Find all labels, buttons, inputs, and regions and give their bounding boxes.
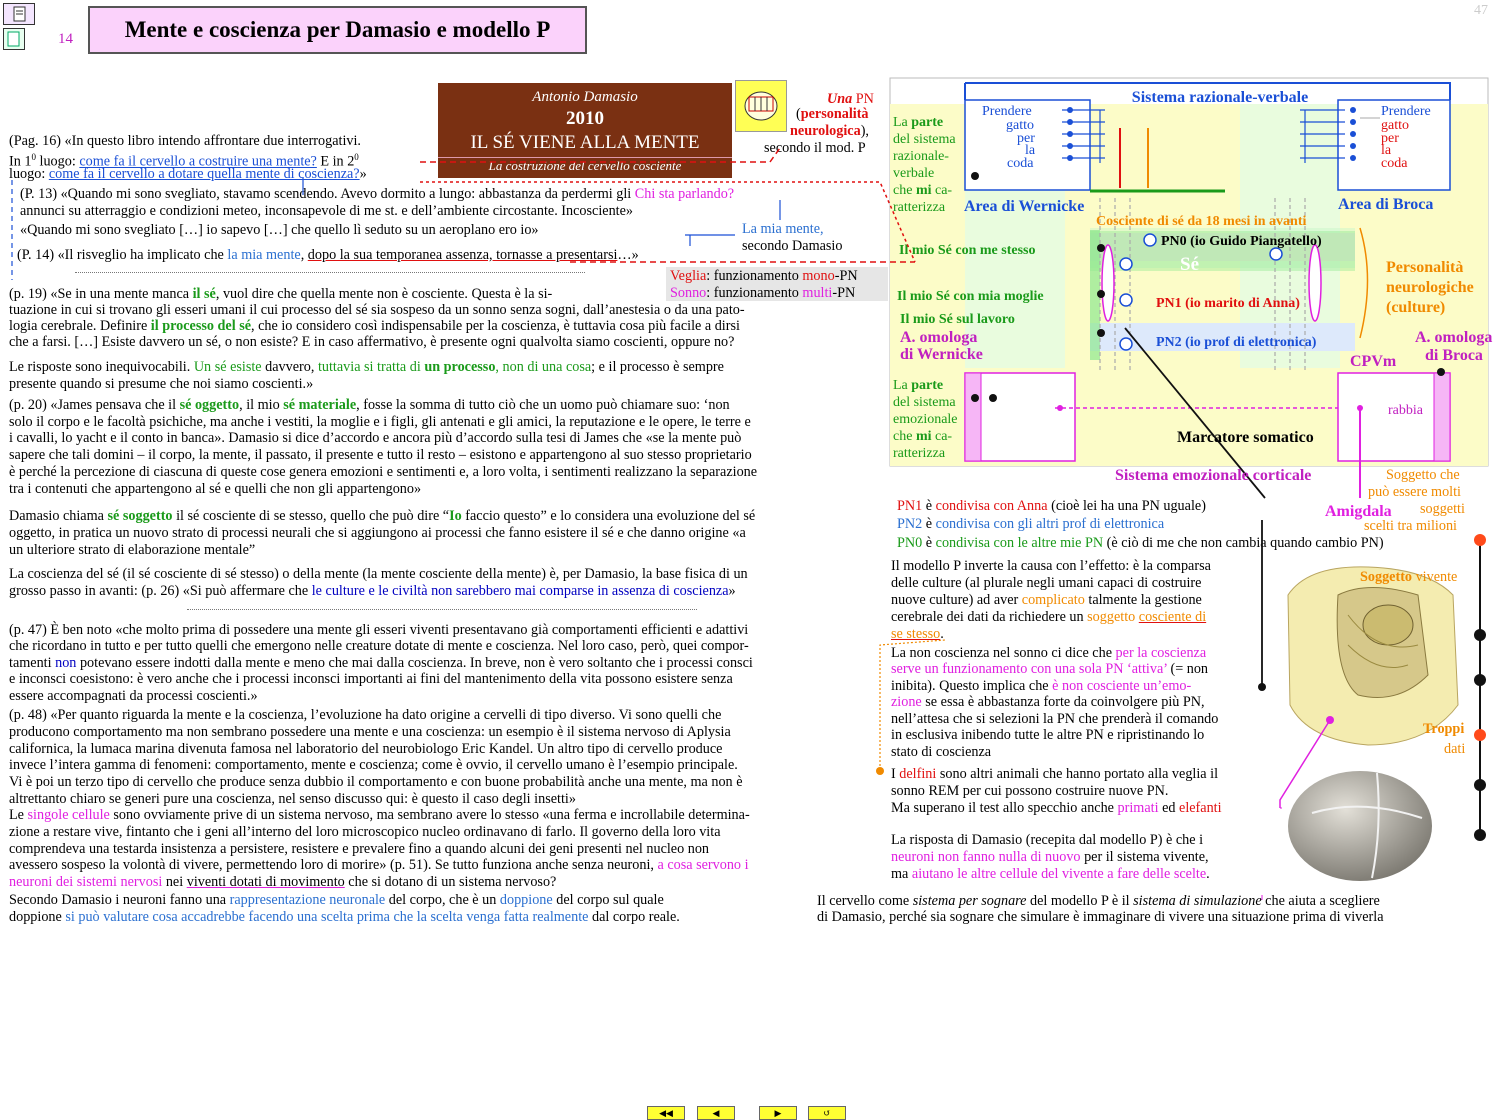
- text-cellule: Le singole cellule sono ovviamente prive di un sistema nervoso, ma sembrano avere lo stesso «una ferma e incrollabile determina-: [9, 807, 750, 823]
- text-delfini: I delfini sono altri animali che hanno portato alla veglia il: [891, 766, 1219, 782]
- soggetto-molti-1: Soggetto che: [1386, 467, 1460, 483]
- book-cover: [438, 83, 732, 178]
- separator: [187, 609, 697, 610]
- soggetto-molti-3: soggetti: [1420, 501, 1465, 517]
- svg-text:Il mio Sé con me stesso: Il mio Sé con me stesso: [899, 243, 1036, 258]
- svg-text:Prendere: Prendere: [1381, 104, 1431, 119]
- text-p47: (p. 47) È ben noto «che molto prima di possedere una mente gli esseri viventi presentavano già comportamenti efficienti e adattivi: [9, 622, 749, 638]
- text-delfini-2: sonno REM per cui possono costruire nuove PN.: [891, 783, 1169, 799]
- dati-label: dati: [1444, 741, 1466, 757]
- svg-text:coda: coda: [1007, 156, 1034, 171]
- svg-text:A. omologa: A. omologa: [900, 329, 978, 346]
- svg-text:PN2 (io prof di elettronica): PN2 (io prof di elettronica): [1156, 335, 1317, 350]
- pn2-note: PN2 è condivisa con gli altri prof di elettronica: [897, 516, 1165, 532]
- svg-text:CPVm: CPVm: [1350, 353, 1397, 370]
- text-p20-2: solo il corpo e le facoltà psichiche, ma anche i vestiti, la moglie e i figli, gli antenati e gli amici, la reputazione e le opere, le terre e: [9, 414, 751, 430]
- text-p48-3: californica, la lumaca marina divenuta famosa nel laboratorio del neurobiologo Eric Kandel. Un altro tipo di cervello produce: [9, 741, 723, 757]
- svg-text:Il mio Sé con mia moglie: Il mio Sé con mia moglie: [897, 289, 1044, 304]
- svg-text:Prendere: Prendere: [982, 104, 1032, 119]
- text-p48: (p. 48) «Per quanto riguarda la mente e la coscienza, l’evoluzione ha dato origine a cervelli di tipo diverso. Vi sono quelli che: [9, 707, 722, 723]
- svg-text:ratterizza: ratterizza: [893, 446, 946, 461]
- book-subtitle: La costruzione del cervello cosciente: [438, 157, 732, 174]
- text-p48-6: altrettanto chiaro se generi pure una coscienza, nel senso discusso qui: è questo il caso degli insetti»: [9, 791, 576, 807]
- text-cervello-sognare-2: di Damasio, perché sia sognare che simulare è immaginare di vivere una situazione prima di viverla: [817, 909, 1384, 925]
- text-pag16: (Pag. 16) «In questo libro intendo affrontare due interrogativi.: [9, 133, 361, 149]
- svg-text:per: per: [1381, 131, 1399, 146]
- sonno-note: Sonno: funzionamento multi-PN: [670, 285, 856, 301]
- una-pn-note: Una PN: [827, 91, 874, 107]
- text-p48-4: invece l’intera gamma di fenomeni: comportamento, mente e coscienza; come è ovvio, il cervello umano è l’esempio principale.: [9, 757, 738, 773]
- page-title: Mente e coscienza per Damasio e modello P: [88, 6, 587, 54]
- timeline: [1468, 525, 1498, 855]
- svg-text:verbale: verbale: [893, 166, 935, 181]
- text-p19: (p. 19) «Se in una mente manca il sé, vuol dire che quella mente non è cosciente. Questa è la si-: [9, 286, 553, 302]
- text-p13: (P. 13) «Quando mi sono svegliato, stavamo scendendo. Avevo dormito a lungo: abbastanza da perdermi gli Chi sta parlando?: [20, 186, 735, 202]
- area-broca-label: Area di Broca: [1338, 196, 1434, 213]
- svg-text:(culture): (culture): [1386, 299, 1446, 316]
- soggetto-molti-2: può essere molti: [1368, 484, 1461, 500]
- text-cervello-sognare: Il cervello come sistema per sognare del modello P è il sistema di simulazione che aiuta a scegliere: [817, 893, 1380, 909]
- mia-mente-note-2: secondo Damasio: [742, 238, 843, 254]
- text-coscienza: La coscienza del sé (il sé cosciente di sé stesso) o della mente (la mente cosciente della mente) è, per Damasio, la base fisica di un: [9, 566, 748, 582]
- svg-text:ratterizza: ratterizza: [893, 200, 946, 215]
- text-p19-4: che a farsi. […] Esiste davvero un sé, o non esiste? E in caso affermativo, è presente ogni qualvolta siamo coscienti, oppure no?: [9, 334, 735, 350]
- text-non-coscienza-6: in esclusiva inibendo tutte le altre PN e ripristinando lo: [891, 727, 1205, 743]
- svg-text:Il mio Sé sul lavoro: Il mio Sé sul lavoro: [900, 312, 1015, 327]
- text-p19-3: logia cerebrale. Definire il processo del sé, che io considero così indispensabile per la coscienza, è tuttavia cosa più facile a dirsi: [9, 318, 740, 334]
- text-p20: (p. 20) «James pensava che il sé oggetto, il mio sé materiale, fosse la somma di tutto ciò che un uomo può chiamare suo: ‘non: [9, 397, 730, 413]
- text-cellule-2: zione a restare vive, fintanto che i geni all’interno del loro microscopico nucleo ordinavano di farlo. Il governo della loro vita: [9, 824, 721, 840]
- text-p48-5: Vi è poi un terzo tipo di cervello che produce senza dubbio il comportamento e con buone probabilità anche una mente, ma non è: [9, 774, 743, 790]
- text-doppione: Secondo Damasio i neuroni fanno una rappresentazione neuronale del corpo, che è un doppione del corpo sul quale: [9, 892, 664, 908]
- pn1-note: PN1 è condivisa con Anna (cioè lei ha una PN uguale): [897, 498, 1206, 514]
- slide-number: 47: [1474, 3, 1488, 18]
- svg-text:Sé: Sé: [1180, 254, 1199, 275]
- nav-return-button[interactable]: ↺: [808, 1106, 846, 1120]
- text-modello-p-3: nuove culture) ad aver complicato talmente la gestione: [891, 592, 1202, 608]
- separator: [75, 272, 585, 273]
- svg-text:che mi ca-: che mi ca-: [893, 183, 953, 198]
- svg-text:gatto: gatto: [1381, 118, 1409, 133]
- text-p19-2: tuazione in cui si trovano gli esseri umani il cui processo del sé sia sospeso da un sonno senza sogni, dall’anestesia o da una pato-: [9, 302, 745, 318]
- svg-text:razionale-: razionale-: [893, 149, 949, 164]
- svg-text:Personalità: Personalità: [1386, 259, 1464, 276]
- sistema-emozionale-label: Sistema emozionale corticale: [1115, 467, 1312, 484]
- text-cellule-4: avessero sospeso la volontà di vivere, permettendo loro di morire» (p. 51). Se tutto funziona anche senza neuroni, a cosa servono i: [9, 857, 749, 873]
- brain-model-icon: [735, 80, 787, 132]
- text-delfini-3: Ma superano il test allo specchio anche primati ed elefanti: [891, 800, 1222, 816]
- svg-text:del sistema: del sistema: [893, 132, 956, 147]
- svg-text:PN0 (io Guido Piangatello): PN0 (io Guido Piangatello): [1161, 234, 1322, 249]
- svg-text:PN1 (io marito di Anna): PN1 (io marito di Anna): [1156, 296, 1300, 311]
- svg-text:Marcatore somatico: Marcatore somatico: [1177, 429, 1314, 446]
- text-non-coscienza-3: inibita). Questo implica che è non cosciente un’emo-: [891, 678, 1192, 694]
- veglia-note: Veglia: funzionamento mono-PN: [670, 268, 858, 284]
- text-soggetto-2: oggetto, in pratica un nuovo strato di processi neurali che si aggiungono ai processi che fanno esistere il sé e che danno origine «a: [9, 525, 746, 541]
- text-p47-4: e inconsci coesistono: è vero anche che i processi inconsci importanti ai fini del mantenimento della vita possono esistere senza: [9, 671, 733, 687]
- svg-text:emozionale: emozionale: [893, 412, 958, 427]
- soggetto-molti-4: scelti tra milioni: [1364, 518, 1457, 534]
- text-non-coscienza-4: zione se essa è abbastanza forte da coinvolgere più PN,: [891, 694, 1205, 710]
- text-cellule-3: comprendeva una testarda insistenza a persistere, resistere e prevalere fino a quando alcuni dei geni presenti nel nucleo non: [9, 841, 710, 857]
- text-pag16-2: In $1^0$ luogo: come fa il cervello a costruire una mente? E in $2^0$: [9, 152, 359, 170]
- svg-text:che mi ca-: che mi ca-: [893, 429, 953, 444]
- text-p47-5: essere accompagnati da processi coscienti.»: [9, 688, 258, 704]
- svg-text:di Broca: di Broca: [1425, 347, 1483, 364]
- nav-first-button[interactable]: ◀◀: [647, 1106, 685, 1120]
- book-author: Antonio Damasio: [532, 89, 638, 105]
- nav-prev-button[interactable]: ◀: [697, 1106, 735, 1120]
- text-p14: (P. 14) «Il risveglio ha implicato che la mia mente, dopo la sua temporanea assenza, tornasse a presentarsi…»: [17, 247, 639, 263]
- svg-text:la: la: [1381, 143, 1392, 158]
- una-pn-line3: neurologica),: [790, 123, 869, 139]
- mia-mente-note: La mia mente,: [742, 221, 824, 237]
- text-p13-3: «Quando mi sono svegliato […] io sapevo […] che quello lì seduto su un aeroplano ero io»: [20, 222, 539, 238]
- svg-text:neurologiche: neurologiche: [1386, 279, 1474, 296]
- svg-text:la: la: [1025, 143, 1036, 158]
- text-soggetto: Damasio chiama sé soggetto il sé cosciente di se stesso, quello che può dire “Io faccio questo” e lo considera una evoluzione del sé: [9, 508, 756, 524]
- text-p47-3: tamenti non potevano essere indotti dalla mente e meno che mai dalla coscienza. In breve, non è vero soltanto che i processi consci: [9, 655, 753, 671]
- troppi-label: Troppi: [1423, 721, 1465, 737]
- una-pn-line4: secondo il mod. P: [764, 140, 866, 156]
- cosciente-label: Cosciente di sé da 18 mesi in avanti: [1096, 214, 1307, 229]
- text-non-coscienza-5: nell’attesa che si selezioni la PN che prenderà il comando: [891, 711, 1219, 727]
- text-p20-3: i cavalli, lo yacht e il conto in banca». Damasio si dice d’accordo e ancora più d’accordo sulla tesi di James che «se la mente può: [9, 430, 742, 446]
- text-non-coscienza-2: serve un funzionamento con una sola PN ‘attiva’ (= non: [891, 661, 1209, 677]
- una-pn-line2: (personalità: [796, 106, 869, 122]
- svg-text:per: per: [1017, 131, 1035, 146]
- nav-next-button[interactable]: ▶: [759, 1106, 797, 1120]
- text-non-coscienza-7: stato di coscienza: [891, 744, 992, 760]
- text-modello-p-2: delle culture (al plurale negli umani capaci di costruire: [891, 575, 1202, 591]
- text-modello-p-5: se stesso.: [891, 626, 944, 642]
- text-modello-p: Il modello P inverte la causa con l’effetto: è la comparsa: [891, 558, 1211, 574]
- document-icon[interactable]: [3, 28, 25, 50]
- text-soggetto-3: un ulteriore strato di elaborazione mentale”: [9, 542, 256, 558]
- svg-text:La parte: La parte: [893, 115, 944, 130]
- text-doppione-2: doppione si può valutare cosa accadrebbe facendo una scelta prima che la scelta venga fatta realmente dal corpo reale.: [9, 909, 680, 925]
- text-p47-2: che ricordano in tutto e per tutto quelli che emergono nelle creature dotate di mente e coscienza. Nel loro caso, però, quei compor-: [9, 638, 749, 654]
- text-risposta-damasio-2: neuroni non fanno nulla di nuovo per il sistema vivente,: [891, 849, 1209, 865]
- text-coscienza-2: grosso passo in avanti: (p. 26) «Si può affermare che le culture e le civiltà non sarebbero mai comparse in assenza di coscienza»: [9, 583, 736, 599]
- text-p20-6: tra i contenuti che appartengono al sé e quelli che non gli appartengono»: [9, 481, 422, 497]
- text-p13-2: annunci su atterraggio e condizioni meteo, inconsapevole di me st. e dell’ambiente circostante. Incosciente»: [20, 203, 633, 219]
- svg-text:coda: coda: [1381, 156, 1408, 171]
- book-year: 2010: [566, 108, 604, 129]
- text-p20-5: è perché la percezione di ciascuna di queste cose genera emozioni e sentimenti e, a loro volta, i sentimenti realizzano la separazione: [9, 464, 758, 480]
- svg-text:del sistema: del sistema: [893, 395, 956, 410]
- notes-icon[interactable]: [3, 3, 35, 25]
- text-p48-2: producono comportamento ma non sembrano possedere una mente e una coscienza: un esempio è il sistema nervoso di Aplysia: [9, 724, 731, 740]
- text-non-coscienza: La non coscienza nel sonno ci dice che per la coscienza: [891, 645, 1207, 661]
- text-risposta-damasio-3: ma aiutano le altre cellule del vivente a fare delle scelte.: [891, 866, 1210, 882]
- soggetto-vivente: Soggetto vivente: [1360, 569, 1458, 585]
- svg-text:di Wernicke: di Wernicke: [900, 346, 983, 363]
- text-p20-4: sapere che tali domini – il corpo, la mente, il passato, il presente e tutto il resto – esistono e appartengono al suo stesso proprietario: [9, 447, 752, 463]
- svg-text:A. omologa: A. omologa: [1415, 329, 1493, 346]
- svg-text:La parte: La parte: [893, 378, 944, 393]
- book-title: IL SÉ VIENE ALLA MENTE: [470, 132, 700, 153]
- text-risposte-2: presente quando si presume che noi siamo coscienti.»: [9, 376, 314, 392]
- page-number: 14: [58, 31, 73, 47]
- pn0-note: PN0 è condivisa con le altre mie PN (è ciò di me che non cambia quando cambio PN): [897, 535, 1384, 551]
- svg-text:gatto: gatto: [1006, 118, 1034, 133]
- sistema-razionale-label: Sistema razionale-verbale: [1131, 89, 1309, 106]
- stone-image: [1282, 758, 1437, 888]
- text-risposta-damasio: La risposta di Damasio (recepita dal modello P) è che i: [891, 832, 1204, 848]
- text-cellule-5: neuroni dei sistemi nervosi nei viventi dotati di movimento che si dotano di un sistema nervoso?: [9, 874, 557, 890]
- area-wernicke-label: Area di Wernicke: [964, 198, 1085, 215]
- amigdala-label: Amigdala: [1325, 503, 1392, 520]
- text-modello-p-4: cerebrale dei dati da richiedere un soggetto cosciente di: [891, 609, 1207, 625]
- text-pag16-3: luogo: come fa il cervello a dotare quella mente di coscienza?»: [9, 166, 367, 182]
- svg-text:rabbia: rabbia: [1388, 403, 1423, 418]
- text-risposte: Le risposte sono inequivocabili. Un sé esiste davvero, tuttavia si tratta di un processo, non di una cosa; e il processo è sempre: [9, 359, 724, 375]
